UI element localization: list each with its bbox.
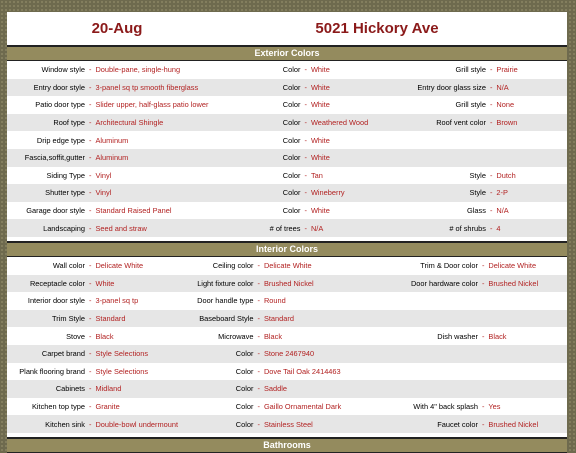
- field-value: Round: [263, 296, 286, 306]
- field-value: Wineberry: [310, 188, 345, 198]
- field-separator: -: [89, 314, 92, 324]
- field-value: Black: [95, 331, 114, 341]
- field-separator: -: [257, 261, 260, 271]
- field-value: Delicate White: [488, 261, 537, 271]
- field-label: Fascia,soffit,gutter: [24, 153, 85, 163]
- field-separator: -: [481, 278, 485, 288]
- field-separator: -: [489, 188, 493, 198]
- table-row: [7, 149, 567, 167]
- field-separator: -: [257, 401, 260, 411]
- field-separator: -: [489, 100, 493, 110]
- field-value: Brushed Nickel: [488, 419, 539, 429]
- field-label: Receptacle color: [29, 278, 85, 288]
- field-separator: -: [304, 65, 307, 75]
- field-value: 3-panel sq tp: [95, 296, 139, 306]
- field-label: Door hardware color: [410, 278, 478, 288]
- field-label: Light fixture color: [197, 278, 254, 288]
- table-row: [7, 61, 567, 79]
- field-separator: -: [89, 153, 92, 163]
- field-separator: -: [89, 223, 92, 233]
- field-separator: -: [481, 401, 485, 411]
- field-separator: -: [304, 82, 307, 92]
- field-separator: -: [89, 100, 92, 110]
- field-separator: -: [89, 331, 92, 341]
- field-separator: -: [257, 296, 260, 306]
- field-value: N/A: [310, 223, 324, 233]
- field-value: Dutch: [496, 170, 516, 180]
- field-label: Grill style: [455, 100, 486, 110]
- field-label: Entry door style: [33, 82, 85, 92]
- field-value: Slider upper, half-glass patio lower: [95, 100, 209, 110]
- field-label: Interior door style: [27, 296, 85, 306]
- field-separator: -: [89, 118, 92, 128]
- field-value: Gaillo Ornamental Dark: [263, 401, 342, 411]
- field-label: Microwave: [218, 331, 254, 341]
- field-label: Color: [282, 188, 301, 198]
- field-label: Kitchen sink: [45, 419, 85, 429]
- field-separator: -: [89, 401, 92, 411]
- field-label: Baseboard Style: [199, 314, 254, 324]
- field-label: Drip edge type: [36, 135, 85, 145]
- field-label: Stove: [66, 331, 85, 341]
- field-separator: -: [257, 366, 260, 376]
- exterior-table: [7, 61, 567, 237]
- date-label: 20-Aug: [91, 20, 143, 37]
- field-separator: -: [257, 349, 260, 359]
- field-separator: -: [89, 419, 92, 429]
- field-separator: -: [89, 65, 92, 75]
- field-label: Color: [282, 206, 301, 216]
- bathrooms-header: Bathrooms: [7, 439, 567, 453]
- table-row: [7, 257, 567, 275]
- field-label: Roof vent color: [436, 118, 486, 128]
- field-label: Carpet brand: [41, 349, 85, 359]
- field-value: Double-bowl undermount: [95, 419, 179, 429]
- field-label: Color: [282, 82, 301, 92]
- field-value: White: [310, 65, 330, 75]
- field-label: Window style: [41, 65, 85, 75]
- field-separator: -: [304, 188, 307, 198]
- field-separator: -: [489, 82, 493, 92]
- field-value: Standard: [263, 314, 294, 324]
- field-value: Midland: [95, 384, 122, 394]
- field-separator: -: [257, 278, 260, 288]
- table-row: [7, 167, 567, 185]
- table-row: [7, 184, 567, 202]
- table-row: [7, 415, 567, 433]
- field-value: 2-P: [496, 188, 508, 198]
- field-label: Trim Style: [52, 314, 85, 324]
- field-value: 3-panel sq tp smooth fiberglass: [95, 82, 199, 92]
- field-separator: -: [481, 261, 485, 271]
- field-value: Brown: [496, 118, 518, 128]
- field-label: Color: [282, 135, 301, 145]
- field-separator: -: [304, 170, 307, 180]
- field-label: Kitchen top type: [31, 401, 85, 411]
- field-label: Color: [235, 384, 254, 394]
- field-value: Brushed Nickel: [263, 278, 314, 288]
- table-row: [7, 275, 567, 293]
- field-label: Garage door style: [26, 206, 85, 216]
- field-separator: -: [481, 419, 485, 429]
- field-value: Style Selections: [95, 349, 149, 359]
- field-separator: -: [89, 384, 92, 394]
- field-label: Dish washer: [437, 331, 478, 341]
- field-separator: -: [481, 331, 485, 341]
- table-row: [7, 310, 567, 328]
- field-label: Shutter type: [45, 188, 85, 198]
- field-separator: -: [489, 118, 493, 128]
- field-value: Weathered Wood: [310, 118, 369, 128]
- field-value: Standard Raised Panel: [95, 206, 172, 216]
- field-separator: -: [304, 153, 307, 163]
- field-separator: -: [257, 331, 260, 341]
- field-separator: -: [89, 349, 92, 359]
- field-value: Delicate White: [95, 261, 144, 271]
- field-value: White: [310, 206, 330, 216]
- field-separator: -: [257, 419, 260, 429]
- field-label: Style: [469, 170, 486, 180]
- field-label: Patio door type: [35, 100, 85, 110]
- field-value: N/A: [496, 206, 509, 216]
- field-value: Yes: [488, 401, 501, 411]
- field-separator: -: [489, 65, 493, 75]
- field-value: Aluminum: [95, 135, 129, 145]
- field-separator: -: [89, 170, 92, 180]
- field-label: Color: [235, 349, 254, 359]
- field-value: Style Selections: [95, 366, 149, 376]
- table-row: [7, 131, 567, 149]
- field-label: Cabinets: [55, 384, 85, 394]
- selection-sheet: [7, 12, 567, 450]
- field-label: Color: [282, 153, 301, 163]
- field-value: Double-pane, single-hung: [95, 65, 181, 75]
- field-value: Prairie: [496, 65, 518, 75]
- field-label: Faucet color: [437, 419, 478, 429]
- field-separator: -: [304, 135, 307, 145]
- field-separator: -: [489, 206, 493, 216]
- table-row: [7, 202, 567, 220]
- field-value: Dove Tail Oak 2414463: [263, 366, 341, 376]
- field-separator: -: [89, 366, 92, 376]
- address-label: 5021 Hickory Ave: [315, 20, 439, 37]
- field-separator: -: [89, 82, 92, 92]
- table-row: [7, 79, 567, 97]
- field-label: Color: [235, 419, 254, 429]
- field-value: Seed and straw: [95, 223, 147, 233]
- field-label: Color: [235, 366, 254, 376]
- field-separator: -: [257, 384, 260, 394]
- field-separator: -: [89, 261, 92, 271]
- field-separator: -: [257, 314, 260, 324]
- field-value: Stainless Steel: [263, 419, 313, 429]
- field-value: None: [496, 100, 515, 110]
- field-separator: -: [89, 206, 92, 216]
- field-label: Landscaping: [43, 223, 85, 233]
- table-row: [7, 363, 567, 381]
- interior-table: [7, 257, 567, 433]
- field-value: Delicate White: [263, 261, 312, 271]
- field-label: Grill style: [455, 65, 486, 75]
- field-label: Color: [282, 65, 301, 75]
- field-value: Vinyl: [95, 170, 112, 180]
- field-separator: -: [89, 278, 92, 288]
- field-value: White: [310, 153, 330, 163]
- table-row: [7, 292, 567, 310]
- field-value: Saddle: [263, 384, 287, 394]
- field-label: # of shrubs: [449, 223, 486, 233]
- field-label: Style: [469, 188, 486, 198]
- field-separator: -: [304, 223, 307, 233]
- field-separator: -: [304, 118, 307, 128]
- field-label: Color: [235, 401, 254, 411]
- field-value: Tan: [310, 170, 323, 180]
- field-value: 4: [496, 223, 501, 233]
- field-value: Standard: [95, 314, 126, 324]
- field-value: Black: [488, 331, 507, 341]
- field-value: White: [95, 278, 115, 288]
- field-value: White: [310, 82, 330, 92]
- field-value: Aluminum: [95, 153, 129, 163]
- field-label: Trim & Door color: [420, 261, 478, 271]
- table-row: [7, 96, 567, 114]
- field-separator: -: [304, 100, 307, 110]
- field-value: Vinyl: [95, 188, 112, 198]
- table-row: [7, 219, 567, 237]
- table-row: [7, 327, 567, 345]
- field-value: Granite: [95, 401, 120, 411]
- field-label: Plank flooring brand: [19, 366, 85, 376]
- field-label: Roof type: [53, 118, 85, 128]
- field-label: Color: [282, 118, 301, 128]
- field-separator: -: [489, 170, 493, 180]
- field-separator: -: [489, 223, 493, 233]
- field-label: Entry door glass size: [417, 82, 486, 92]
- field-label: Color: [282, 100, 301, 110]
- table-row: [7, 398, 567, 416]
- field-label: Ceiling color: [212, 261, 254, 271]
- interior-colors-header: Interior Colors: [7, 243, 567, 257]
- field-separator: -: [89, 296, 92, 306]
- field-label: Door handle type: [197, 296, 254, 306]
- field-label: Wall color: [52, 261, 85, 271]
- sheet-header: [7, 12, 567, 47]
- exterior-colors-header: Exterior Colors: [7, 47, 567, 61]
- table-row: [7, 345, 567, 363]
- field-value: Brushed Nickel: [488, 278, 539, 288]
- field-label: With 4" back splash: [413, 401, 478, 411]
- field-label: Siding Type: [46, 170, 85, 180]
- field-label: # of trees: [269, 223, 301, 233]
- field-separator: -: [89, 188, 92, 198]
- field-value: White: [310, 135, 330, 145]
- field-value: Stone 2467940: [263, 349, 315, 359]
- field-value: Black: [263, 331, 283, 341]
- table-row: [7, 114, 567, 132]
- table-row: [7, 380, 567, 398]
- field-value: White: [310, 100, 330, 110]
- field-label: Glass: [467, 206, 486, 216]
- field-value: N/A: [496, 82, 509, 92]
- field-separator: -: [304, 206, 307, 216]
- field-label: Color: [282, 170, 301, 180]
- field-value: Architectural Shingle: [95, 118, 164, 128]
- field-separator: -: [89, 135, 92, 145]
